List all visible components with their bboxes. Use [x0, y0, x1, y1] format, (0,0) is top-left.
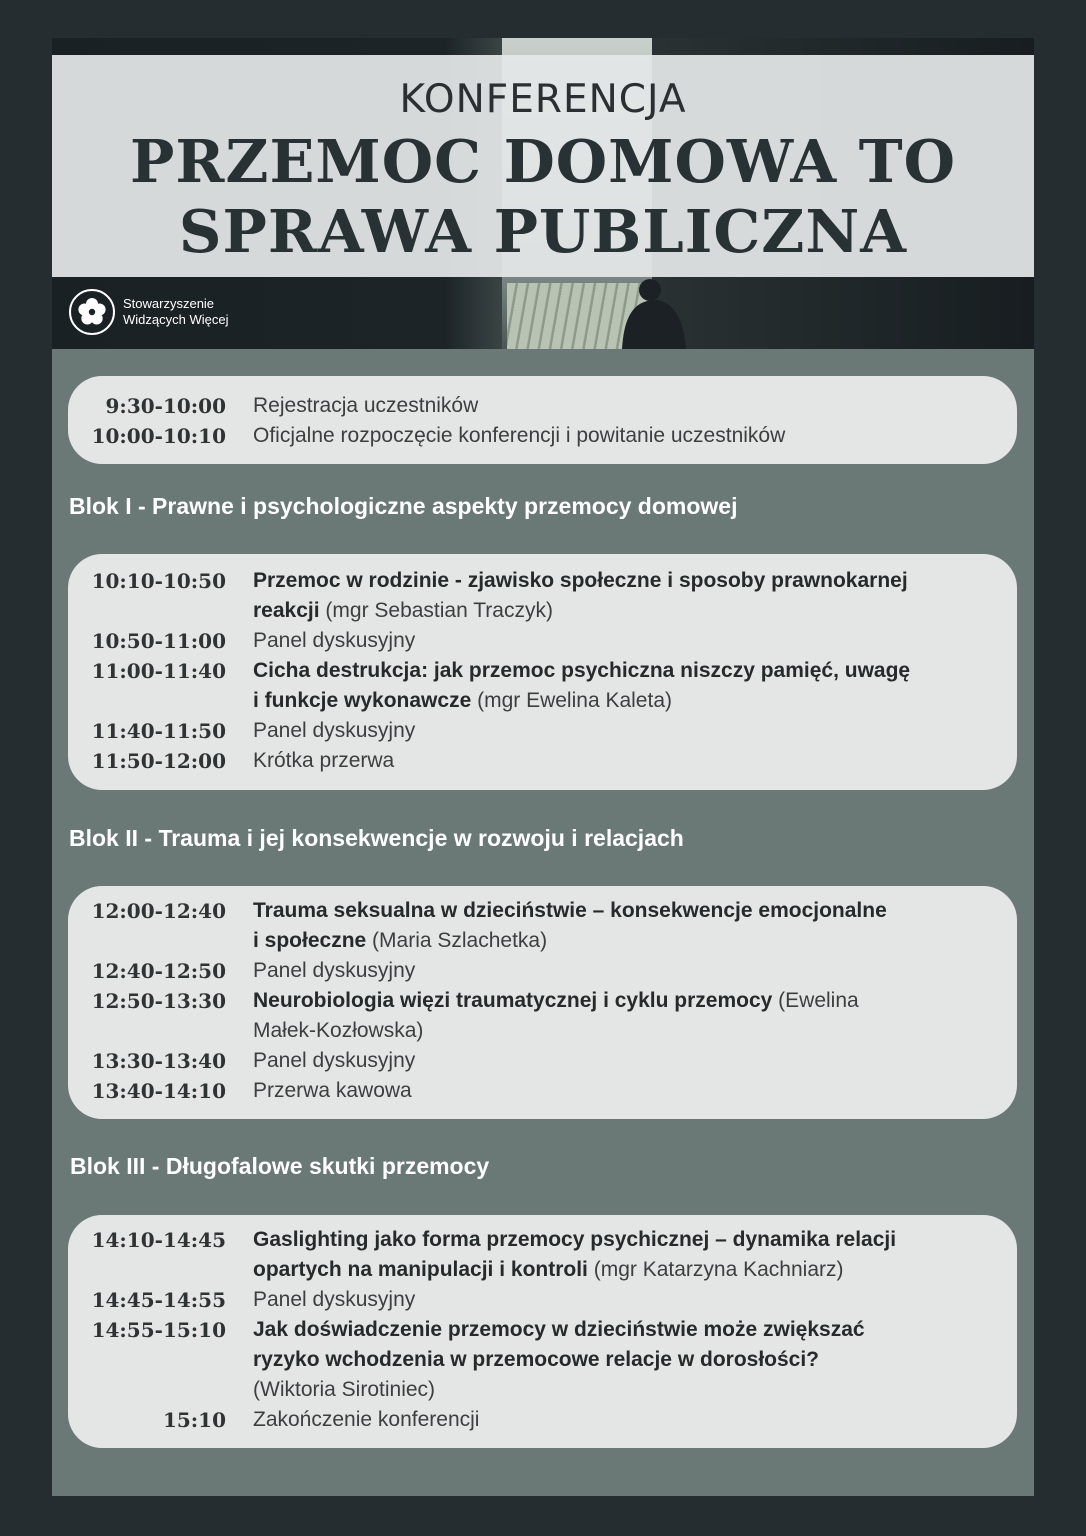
session-text: Panel dyskusyjny — [253, 719, 416, 742]
time-slot: 13:40-14:10 — [91, 1079, 226, 1103]
time-slot: 14:10-14:45 — [91, 1228, 226, 1252]
time-slot: 10:10-10:50 — [91, 569, 226, 593]
session-text: Przemoc w rodzinie - zjawisko społeczne i sposoby prawnokarnej reakcji (mgr Sebastian Traczyk) — [253, 569, 908, 622]
title-line-1: PRZEMOC DOMOWA TO — [129, 127, 956, 196]
flower-icon — [69, 289, 115, 335]
time-slot: 14:45-14:55 — [91, 1288, 226, 1312]
session-text: Rejestracja uczestników — [253, 394, 479, 417]
session-text: Panel dyskusyjny — [253, 959, 416, 982]
session-text: Trauma seksualna w dzieciństwie – konsekwencje emocjonalne i społeczne (Maria Szlachetka) — [253, 899, 887, 952]
time-slot: 13:30-13:40 — [91, 1049, 226, 1073]
session-text: Przerwa kawowa — [253, 1079, 412, 1102]
session-text: Panel dyskusyjny — [253, 1288, 416, 1311]
time-slot: 11:50-12:00 — [91, 749, 226, 773]
schedule-card-opening — [68, 376, 1017, 464]
time-slot: 12:50-13:30 — [91, 989, 226, 1013]
session-text: Jak doświadczenie przemocy w dzieciństwie może zwiększać ryzyko wchodzenia w przemocowe relacje w dorosłości? (Wiktoria Sirotiniec) — [253, 1318, 865, 1401]
time-slot: 12:00-12:40 — [91, 899, 226, 923]
session-text: Neurobiologia więzi traumatycznej i cyklu przemocy (Ewelina Małek-Kozłowska) — [253, 989, 859, 1042]
session-text: Gaslighting jako forma przemocy psychicznej – dynamika relacji opartych na manipulacji i kontroli (mgr Katarzyna Kachniarz) — [253, 1228, 897, 1281]
block-3-heading: Blok III - Długofalowe skutki przemocy — [70, 1153, 490, 1179]
session-text: Panel dyskusyjny — [253, 629, 416, 652]
title-line-2: SPRAWA PUBLICZNA — [178, 197, 908, 266]
session-text: Oficjalne rozpoczęcie konferencji i powitanie uczestników — [253, 424, 786, 447]
time-slot: 10:00-10:10 — [91, 424, 226, 448]
conference-kicker: KONFERENCJA — [399, 77, 687, 122]
time-slot: 9:30-10:00 — [105, 394, 226, 418]
time-slot: 11:00-11:40 — [91, 659, 226, 683]
schedule-card-block-2 — [68, 886, 1017, 1119]
schedule-card-block-3 — [68, 1215, 1017, 1448]
session-text: Zakończenie konferencji — [253, 1408, 480, 1431]
session-text: Krótka przerwa — [253, 749, 395, 772]
hero-image — [52, 38, 1034, 349]
session-text: Panel dyskusyjny — [253, 1049, 416, 1072]
poster — [52, 38, 1034, 1496]
organization-logo — [69, 288, 228, 336]
time-slot: 10:50-11:00 — [91, 629, 226, 653]
organization-name: Stowarzyszenie Widzących Więcej — [123, 296, 229, 327]
session-text: Cicha destrukcja: jak przemoc psychiczna niszczy pamięć, uwagę i funkcje wykonawcze (mgr Ewelina Kaleta) — [253, 659, 911, 712]
title-panel — [52, 55, 1034, 277]
conference-title — [52, 127, 1034, 267]
sitting-figure-silhouette — [612, 276, 690, 349]
block-2-heading: Blok II - Trauma i jej konsekwencje w rozwoju i relacjach — [69, 825, 684, 851]
time-slot: 11:40-11:50 — [91, 719, 226, 743]
schedule-card-block-1 — [68, 554, 1017, 790]
block-1-heading: Blok I - Prawne i psychologiczne aspekty przemocy domowej — [69, 493, 738, 519]
time-slot: 14:55-15:10 — [91, 1318, 226, 1342]
time-slot: 15:10 — [162, 1408, 226, 1432]
time-slot: 12:40-12:50 — [91, 959, 226, 983]
